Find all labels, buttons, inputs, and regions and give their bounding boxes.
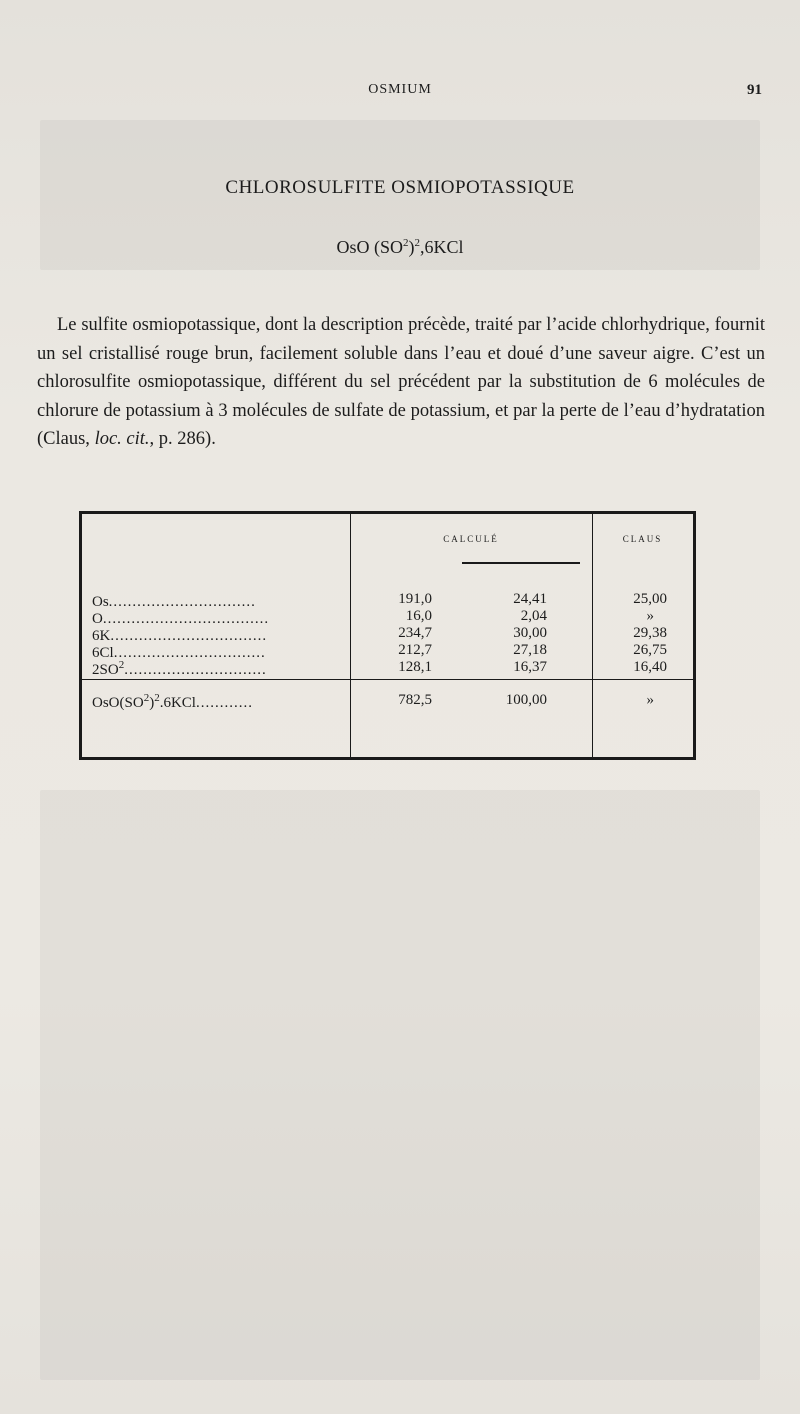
cell-claus: »	[646, 608, 654, 624]
citation-italic: loc. cit.	[94, 429, 150, 449]
cell-mass: 212,7	[398, 642, 432, 658]
row-label: 6Cl................................	[92, 645, 266, 661]
paragraph-text: Le sulfite osmiopotassique, dont la description précède, traité par l’acide chlorhydrique, fournit un sel cristallisé rouge brun, facilement soluble dans l’eau et doué d’une saveur aigre. C’est un chlorosulfite osmiopotassique, différent du sel précédent par la substitution de 6 molécules de chlorure de potassium à 3 molécules de sulfate de potassium, et par la perte de l’eau d’hydratation (Claus,	[37, 315, 765, 449]
row-label: O...................................	[92, 611, 270, 627]
row-label: Os...............................	[92, 594, 256, 610]
bleed-through-texture-lower	[40, 790, 760, 1380]
cell-mass: 128,1	[398, 659, 432, 675]
formula-superscript: 2	[414, 237, 420, 249]
total-claus: »	[646, 692, 654, 708]
cell-calcule: 27,18	[513, 642, 547, 658]
composition-table	[79, 511, 696, 760]
cell-mass: 191,0	[398, 591, 432, 607]
section-title: CHLOROSULFITE OSMIOPOTASSIQUE	[225, 177, 575, 198]
header-rule	[462, 562, 580, 564]
formula-superscript: 2	[403, 237, 409, 249]
header-calcule: CALCULÉ	[443, 534, 499, 544]
cell-calcule: 30,00	[513, 625, 547, 641]
formula-part: ,6KCl	[420, 237, 464, 257]
row-label: 6K.................................	[92, 628, 268, 644]
formula-part: )	[408, 237, 415, 257]
total-mass: 782,5	[398, 692, 432, 708]
paragraph-text-end: , p. 286).	[149, 429, 216, 449]
cell-calcule: 2,04	[520, 608, 547, 624]
header-claus: CLAUS	[622, 534, 663, 544]
cell-mass: 234,7	[398, 625, 432, 641]
cell-claus: 25,00	[633, 591, 667, 607]
running-head	[0, 82, 800, 106]
body-paragraph	[37, 311, 765, 454]
cell-calcule: 16,37	[513, 659, 547, 675]
cell-claus: 29,38	[633, 625, 667, 641]
row-label: $2SO^2$..............................	[92, 659, 267, 678]
formula-part: OsO (SO	[336, 237, 403, 257]
cell-calcule: 24,41	[513, 591, 547, 607]
cell-claus: 16,40	[633, 659, 667, 675]
cell-claus: 26,75	[633, 642, 667, 658]
cell-mass: 16,0	[405, 608, 432, 624]
page-number: 91	[747, 82, 762, 98]
total-label: $OsO(SO^2)^2.6KCl$............	[92, 692, 253, 711]
total-calcule: 100,00	[505, 692, 547, 708]
running-title: OSMIUM	[368, 82, 432, 97]
total-rule	[82, 679, 693, 680]
chemical-formula	[0, 237, 800, 258]
